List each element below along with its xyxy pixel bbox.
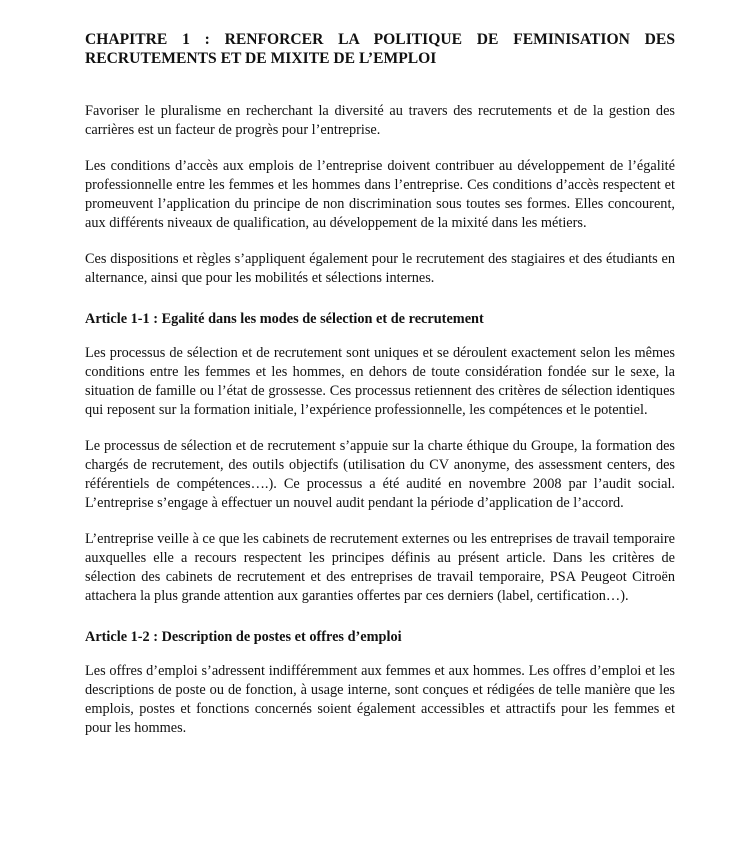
article-1-1-paragraph-1: Les processus de sélection et de recrutement sont uniques et se déroulent exactement selon les mêmes conditions entre les femmes et les hommes, en dehors de toute considération fondée sur le sexe, la situation de famille ou l’état de grossesse. Ces processus retiennent des critères de sélection identiques qui reposent sur la formation initiale, l’expérience professionnelle, les compétences et le potentiel. bbox=[85, 345, 675, 418]
document-page bbox=[85, 30, 675, 755]
article-1-1-paragraph-3: L’entreprise veille à ce que les cabinets de recrutement externes ou les entreprises de travail temporaire auxquelles elle a recours respectent les principes définis au présent article. Dans les critères de sélection des cabinets de recrutement et des entreprises de travail temporaire, PSA Peugeot Citroën attachera la plus grande attention aux garanties offertes par ces derniers (label, certification…). bbox=[85, 531, 675, 604]
intro-paragraph-3: Ces dispositions et règles s’appliquent également pour le recrutement des stagiaires et des étudiants en alternance, ainsi que pour les mobilités et sélections internes. bbox=[85, 251, 675, 286]
intro-paragraph-1: Favoriser le pluralisme en recherchant la diversité au travers des recrutements et de la gestion des carrières est un facteur de progrès pour l’entreprise. bbox=[85, 103, 675, 138]
intro-paragraph-2: Les conditions d’accès aux emplois de l’entreprise doivent contribuer au développement de l’égalité professionnelle entre les femmes et les hommes dans l’entreprise. Ces conditions d’accès respectent et promeuvent l’application du principe de non discrimination sous toutes ses formes. Elles concourent, aux différents niveaux de qualification, au développement de la mixité dans les métiers. bbox=[85, 158, 675, 231]
article-1-2-title: Article 1-2 : Description de postes et offres d’emploi bbox=[85, 629, 402, 645]
article-1-1-paragraph-2: Le processus de sélection et de recrutement s’appuie sur la charte éthique du Groupe, la formation des chargés de recrutement, des outils objectifs (utilisation du CV anonyme, des assessment centers, des référentiels de compétences….). Ce processus a été audité en novembre 2008 par l’audit social. L’entreprise s’engage à effectuer un nouvel audit pendant la période d’application de l’accord. bbox=[85, 438, 675, 511]
chapter-title: CHAPITRE 1 : RENFORCER LA POLITIQUE DE FEMINISATION DES RECRUTEMENTS ET DE MIXITE DE L’EMPLOI bbox=[85, 31, 675, 67]
article-1-2-paragraph-1: Les offres d’emploi s’adressent indifféremment aux femmes et aux hommes. Les offres d’emploi et les descriptions de poste ou de fonction, à usage interne, sont conçues et rédigées de telle manière que les emplois, postes et fonctions concernés soient également accessibles et attractifs pour les femmes et pour les hommes. bbox=[85, 663, 675, 736]
article-1-1-title: Article 1-1 : Egalité dans les modes de sélection et de recrutement bbox=[85, 311, 484, 327]
